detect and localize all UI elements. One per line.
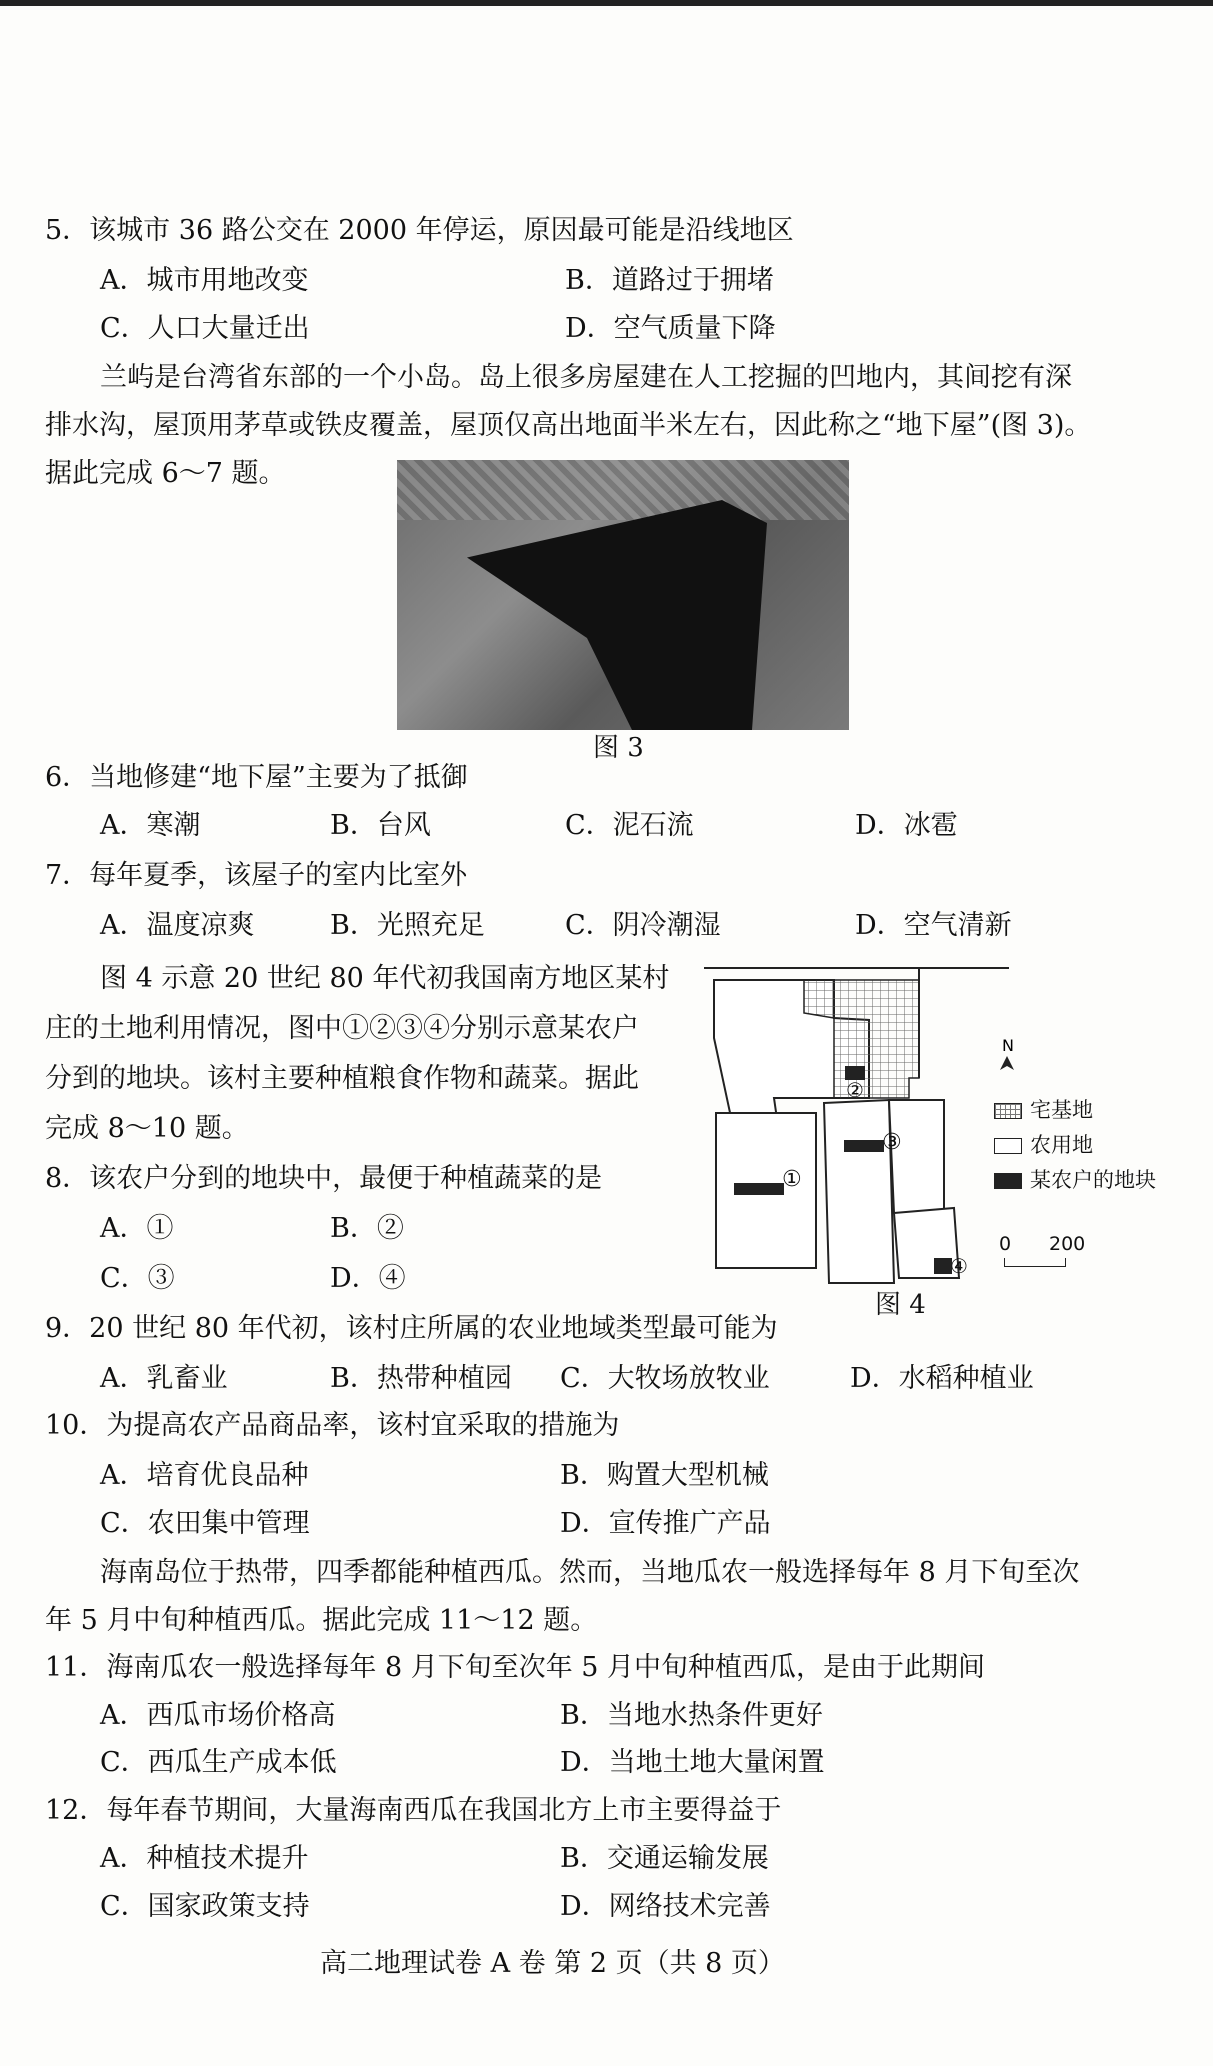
q7-stem: 7．每年夏季，该屋子的室内比室外 [45,860,468,891]
q9-option-d: D．水稻种植业 [850,1363,1034,1394]
q12-option-a: A．种植技术提升 [100,1843,309,1874]
q8-option-c: C．③ [100,1263,175,1294]
q5-option-d: D．空气质量下降 [565,313,776,344]
figure-3-caption: 图 3 [593,733,644,763]
intro-6-7-line3: 据此完成 6～7 题。 [45,458,286,489]
q9-stem: 9．20 世纪 80 年代初，该村庄所属的农业地域类型最可能为 [45,1313,778,1344]
map-field-west [824,1100,894,1283]
q11-option-a: A．西瓜市场价格高 [100,1700,336,1731]
q8-stem: 8．该农户分到的地块中，最便于种植蔬菜的是 [45,1163,603,1194]
scale-bar [1004,1258,1066,1267]
q6-option-d: D．冰雹 [855,810,958,841]
q9-option-a: A．乳畜业 [100,1363,228,1394]
q12-option-d: D．网络技术完善 [560,1891,771,1922]
q7-option-d: D．空气清新 [855,910,1012,941]
q8-option-a: A．① [100,1213,174,1244]
q11-option-b: B．当地水热条件更好 [560,1700,823,1731]
legend-residential-swatch [994,1103,1022,1119]
map-plot-label-2: ② [846,1078,864,1102]
scale-zero: 0 [999,1233,1012,1255]
map-plot-3 [844,1140,884,1152]
map-plot-1 [734,1183,784,1195]
q5-option-a: A．城市用地改变 [100,265,309,296]
photo-rubble [397,460,849,520]
q5-option-b: B．道路过于拥堵 [565,265,774,296]
map-plot-label-3: ③ [882,1130,902,1155]
figure-3-photo [397,460,849,730]
figure-4-map [704,958,1184,1288]
map-field-mid [889,1100,944,1213]
page-footer: 高二地理试卷 A 卷 第 2 页（共 8 页） [320,1948,785,1979]
q11-option-d: D．当地土地大量闲置 [560,1747,825,1778]
q6-stem: 6．当地修建“地下屋”主要为了抵御 [45,762,468,793]
q9-option-b: B．热带种植园 [330,1363,512,1394]
map-north-label: N [1002,1036,1014,1055]
figure-4-svg [704,958,1184,1288]
intro-8-10-line2: 庄的土地利用情况，图中①②③④分别示意某农户 [45,1013,639,1044]
q8-option-b: B．② [330,1213,404,1244]
intro-11-12-line2: 年 5 月中旬种植西瓜。据此完成 11～12 题。 [45,1605,598,1636]
q6-option-b: B．台风 [330,810,431,841]
map-plot-label-4: ④ [950,1254,968,1278]
legend-household-label: 某农户的地块 [1030,1168,1156,1192]
intro-11-12-line1: 海南岛位于热带，四季都能种植西瓜。然而，当地瓜农一般选择每年 8 月下旬至次 [100,1557,1080,1588]
page-top-border [0,0,1213,6]
figure-4-caption: 图 4 [875,1290,926,1320]
q11-option-c: C．西瓜生产成本低 [100,1747,337,1778]
q12-option-b: B．交通运输发展 [560,1843,769,1874]
legend-residential-label: 宅基地 [1030,1098,1093,1122]
q7-option-c: C．阴冷潮湿 [565,910,721,941]
q7-option-b: B．光照充足 [330,910,485,941]
q12-stem: 12．每年春节期间，大量海南西瓜在我国北方上市主要得益于 [45,1795,782,1826]
legend-farmland [994,1133,1093,1158]
intro-6-7-line1: 兰屿是台湾省东部的一个小岛。岛上很多房屋建在人工挖掘的凹地内，其间挖有深 [100,362,1072,393]
legend-household-plot [994,1168,1156,1193]
q9-option-c: C．大牧场放牧业 [560,1363,770,1394]
q10-option-b: B．购置大型机械 [560,1460,769,1491]
intro-8-10-line1: 图 4 示意 20 世纪 80 年代初我国南方地区某村 [100,963,670,994]
q6-option-a: A．寒潮 [100,810,201,841]
intro-8-10-line3: 分到的地块。该村主要种植粮食作物和蔬菜。据此 [45,1063,639,1094]
q7-option-a: A．温度凉爽 [100,910,255,941]
q5-option-c: C．人口大量迁出 [100,313,310,344]
q10-stem: 10．为提高农产品商品率，该村宜采取的措施为 [45,1410,620,1441]
q8-option-d: D．④ [330,1263,406,1294]
q6-option-c: C．泥石流 [565,810,694,841]
legend-household-swatch [994,1173,1022,1189]
intro-8-10-line4: 完成 8～10 题。 [45,1113,249,1144]
q12-option-c: C．国家政策支持 [100,1891,310,1922]
legend-farmland-swatch [994,1138,1022,1154]
scale-200: 200 [1049,1233,1086,1255]
legend-residential [994,1098,1093,1123]
legend-farmland-label: 农用地 [1030,1133,1093,1157]
photo-pit [467,500,767,730]
map-north-arrow [1000,1056,1014,1070]
intro-6-7-line2: 排水沟，屋顶用茅草或铁皮覆盖，屋顶仅高出地面半米左右，因此称之“地下屋”(图 3)。 [45,410,1092,441]
q10-option-a: A．培育优良品种 [100,1460,309,1491]
q10-option-d: D．宣传推广产品 [560,1508,771,1539]
q10-option-c: C．农田集中管理 [100,1508,310,1539]
q11-stem: 11．海南瓜农一般选择每年 8 月下旬至次年 5 月中旬种植西瓜，是由于此期间 [45,1652,986,1683]
q5-stem: 5．该城市 36 路公交在 2000 年停运，原因最可能是沿线地区 [45,215,794,246]
map-plot-label-1: ① [782,1167,802,1192]
